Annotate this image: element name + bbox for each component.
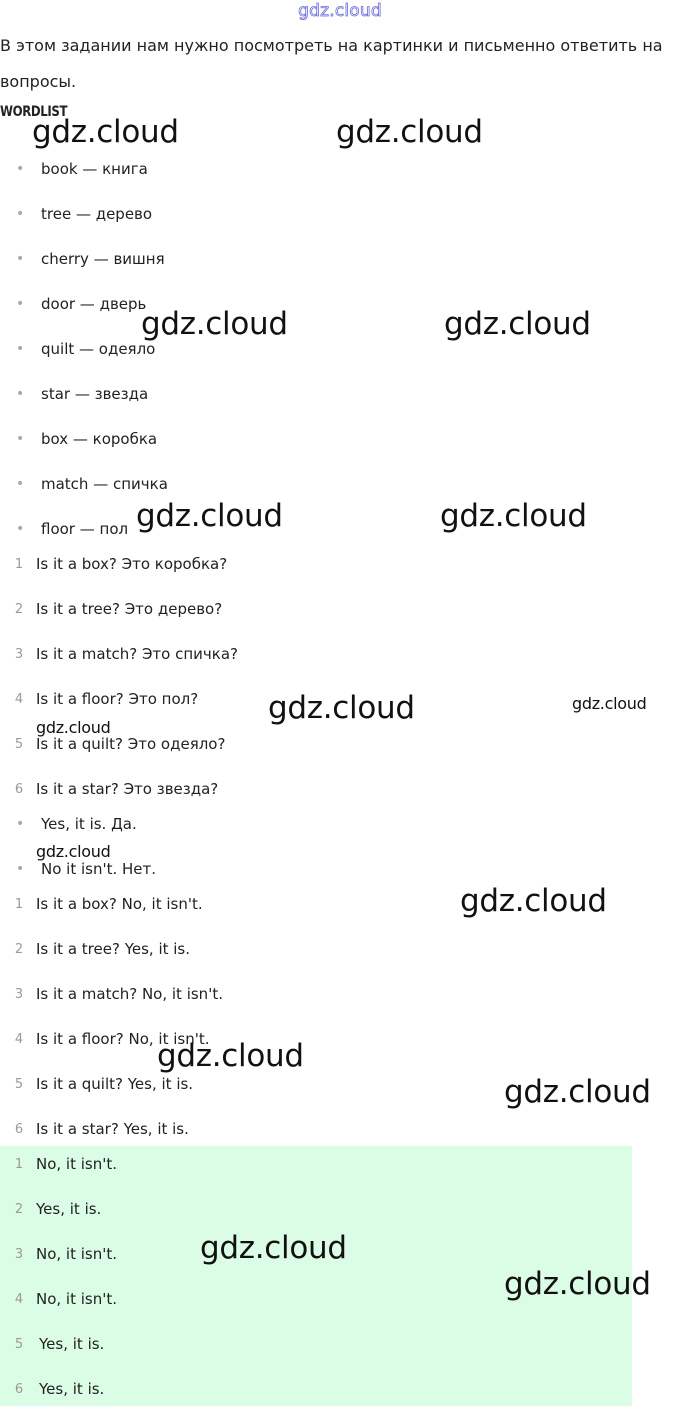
- question-number: 1: [14, 557, 24, 572]
- question-number: 6: [14, 782, 24, 797]
- watermark: gdz.cloud: [36, 718, 111, 737]
- full-answer-text: Is it a tree? Yes, it is.: [36, 940, 191, 958]
- wordlist-heading: WORDLIST: [0, 104, 68, 120]
- short-answer-text: No, it isn't.: [36, 1290, 118, 1308]
- wordlist-item-text: star — звезда: [41, 385, 149, 403]
- watermark: gdz.cloud: [572, 694, 647, 713]
- answer-number: 2: [14, 1202, 24, 1217]
- full-answer-text: Is it a quilt? Yes, it is.: [36, 1075, 194, 1093]
- answer-number: 4: [14, 1292, 24, 1307]
- bullet-icon: •: [16, 161, 25, 177]
- bullet-icon: •: [16, 386, 25, 402]
- wordlist-item-text: door — дверь: [41, 295, 147, 313]
- bullet-icon: •: [16, 861, 25, 877]
- question-text: Is it a match? Это спичка?: [36, 645, 238, 663]
- answer-number: 2: [14, 942, 24, 957]
- watermark: gdz.cloud: [36, 842, 111, 861]
- wordlist-item-text: tree — дерево: [41, 205, 153, 223]
- bullet-icon: •: [16, 341, 25, 357]
- bullet-icon: •: [16, 816, 25, 832]
- full-answer-text: Is it a box? No, it isn't.: [36, 895, 203, 913]
- top-watermark: gdz.cloud: [298, 1, 382, 21]
- question-text: Is it a quilt? Это одеяло?: [36, 735, 226, 753]
- watermark: gdz.cloud: [136, 498, 283, 534]
- watermark: gdz.cloud: [444, 306, 591, 342]
- answer-number: 3: [14, 987, 24, 1002]
- question-text: Is it a star? Это звезда?: [36, 780, 219, 798]
- answer-number: 3: [14, 1247, 24, 1262]
- watermark: gdz.cloud: [336, 114, 483, 150]
- question-number: 4: [14, 692, 24, 707]
- watermark: gdz.cloud: [440, 498, 587, 534]
- answer-number: 1: [14, 1157, 24, 1172]
- bullet-icon: •: [16, 296, 25, 312]
- intro-text: В этом задании нам нужно посмотреть на картинки и письменно ответить на вопросы.: [0, 36, 663, 91]
- bullet-icon: •: [16, 251, 25, 267]
- wordlist-item-text: box — коробка: [41, 430, 158, 448]
- short-answer-text: No, it isn't.: [36, 1155, 118, 1173]
- answer-number: 5: [14, 1337, 24, 1352]
- answer-number: 6: [14, 1382, 24, 1397]
- question-text: Is it a floor? Это пол?: [36, 690, 199, 708]
- full-answer-text: Is it a star? Yes, it is.: [36, 1120, 189, 1138]
- watermark: gdz.cloud: [200, 1230, 347, 1266]
- full-answer-text: Is it a floor? No, it isn't.: [36, 1030, 210, 1048]
- watermark: gdz.cloud: [504, 1266, 651, 1302]
- short-answer-text: Yes, it is.: [36, 1200, 102, 1218]
- watermark: gdz.cloud: [157, 1038, 304, 1074]
- question-text: Is it a tree? Это дерево?: [36, 600, 223, 618]
- short-answer-text: No, it isn't.: [36, 1245, 118, 1263]
- bullet-icon: •: [16, 206, 25, 222]
- answer-number: 6: [14, 1122, 24, 1137]
- answer-number: 5: [14, 1077, 24, 1092]
- wordlist-item-text: floor — пол: [41, 520, 129, 538]
- short-answer-text: Yes, it is.: [39, 1335, 105, 1353]
- question-text: Is it a box? Это коробка?: [36, 555, 228, 573]
- wordlist-item-text: match — спичка: [41, 475, 168, 493]
- watermark: gdz.cloud: [32, 114, 179, 150]
- wordlist-item-text: quilt — одеяло: [41, 340, 156, 358]
- phrase-text: No it isn't. Нет.: [41, 860, 157, 878]
- full-answer-text: Is it a match? No, it isn't.: [36, 985, 223, 1003]
- watermark: gdz.cloud: [504, 1074, 651, 1110]
- bullet-icon: •: [16, 521, 25, 537]
- watermark: gdz.cloud: [141, 306, 288, 342]
- watermark: gdz.cloud: [460, 883, 607, 919]
- question-number: 3: [14, 647, 24, 662]
- watermark: gdz.cloud: [268, 690, 415, 726]
- question-number: 2: [14, 602, 24, 617]
- bullet-icon: •: [16, 476, 25, 492]
- answer-number: 4: [14, 1032, 24, 1047]
- wordlist-item-text: book — книга: [41, 160, 148, 178]
- bullet-icon: •: [16, 431, 25, 447]
- phrase-text: Yes, it is. Да.: [41, 815, 137, 833]
- short-answer-text: Yes, it is.: [39, 1380, 105, 1398]
- question-number: 5: [14, 737, 24, 752]
- answer-number: 1: [14, 897, 24, 912]
- wordlist-item-text: cherry — вишня: [41, 250, 165, 268]
